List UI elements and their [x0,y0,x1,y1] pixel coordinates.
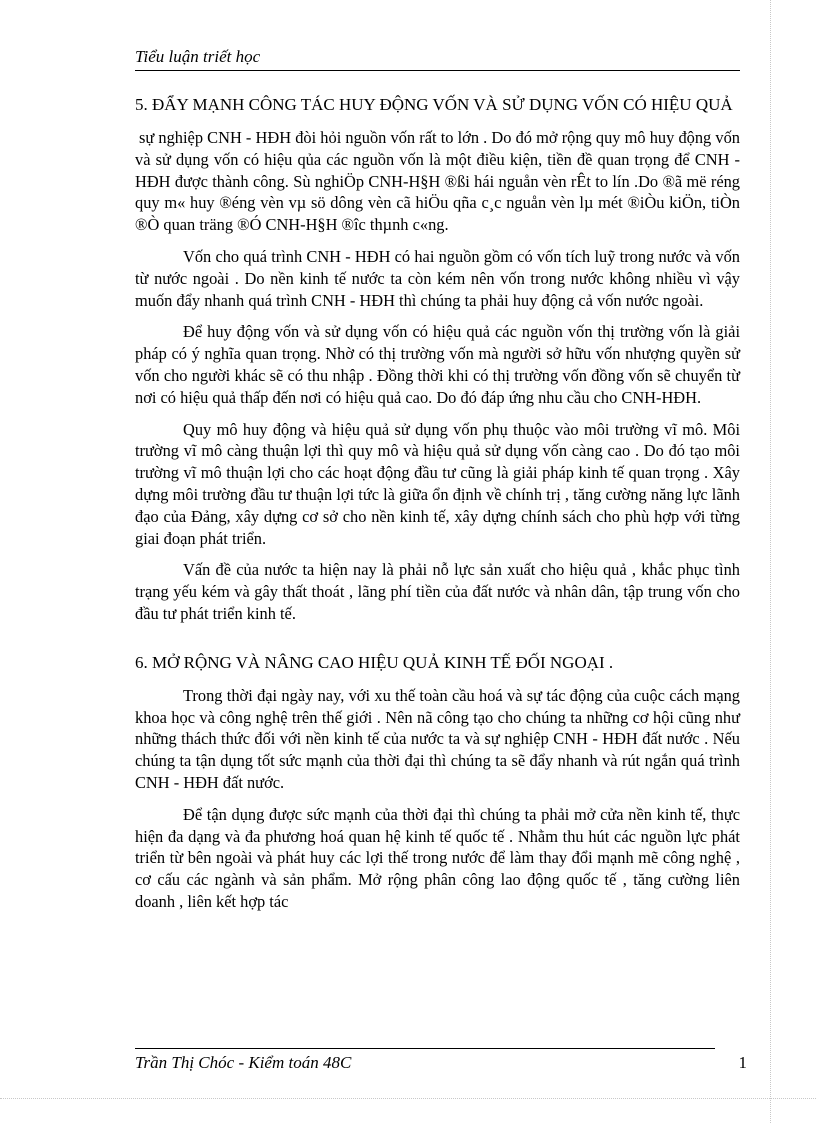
page-footer [135,1053,747,1073]
section-5-paragraph: Vốn cho quá trình CNH - HĐH có hai nguồn gồm có vốn tích luỹ trong nước và vốn từ nước ngoài . Do nền kinh tế nước ta còn kém nên vốn trong nước không nhiều vì vậy muốn đẩy nhanh quá trình CNH - HĐH thì chúng ta phải huy động cả vốn nước ngoài. [135,246,740,310]
page-number: 1 [738,1053,747,1072]
section-5-paragraph: sự nghiệp CNH - HĐH đòi hỏi nguồn vốn rất to lớn . Do đó mở rộng quy mô huy động vốn và sử dụng vốn có hiệu qủa các nguồn vốn là một điều kiện, tiền đề quan trọng để CNH - HĐH được thành công. Sù nghiÖp CNH-H§H ®ßi hái nguån vèn rÊt to lín .Do ®ã më réng quy m« huy ®éng vèn vµ sö dông vèn cã hiÖu qña c¸c nguån vèn lµ mét ®iÒu kiÖn, tiÒn ®Ò quan träng ®Ó CNH-H§H ®îc thµnh c«ng. [135,128,740,235]
section-5-paragraph: Để huy động vốn và sử dụng vốn có hiệu quả các nguồn vốn thị trường vốn là giải pháp có ý nghĩa quan trọng. Nhờ có thị trường vốn mà người sở hữu vốn nhượng quyền sử vốn cho người khác sẽ có thu nhập . Đồng thời khi có thị trường vốn đồng vốn sẽ chuyển từ nơi có hiệu quả thấp đến nơi có hiệu quả cao. Do đó đáp ứng nhu cầu cho CNH-HĐH. [135,322,740,407]
section-5-heading: 5. ĐẨY MẠNH CÔNG TÁC HUY ĐỘNG VỐN VÀ SỬ DỤNG VỐN CÓ HIỆU QUẢ [135,95,733,114]
page-margin-guide-bottom [0,1098,816,1099]
section-5-paragraph: Quy mô huy động và hiệu quả sử dụng vốn phụ thuộc vào môi trường vĩ mô. Môi trường vĩ mô càng thuận lợi thì quy mô và hiệu quả sử dụng vốn càng cao . Do đó tạo môi trường vĩ mô thuận lợi cho các hoạt động đầu tư cũng là giải pháp kinh tế quan trọng . Xây dựng môi trường đầu tư thuận lợi tức là giữa ổn định về chính trị , tăng cường năng lực lãnh đạo của Đảng, xây dựng cơ sở cho nền kinh tế, xây dựng chính sách cho phù hợp với từng giai đoạn phát triển. [135,419,740,548]
footer-author: Trần Thị Chóc - Kiểm toán 48C [135,1053,352,1072]
page-margin-guide-right [770,0,771,1123]
document-body [135,93,740,923]
section-6-paragraph: Trong thời đại ngày nay, với xu thế toàn cầu hoá và sự tác động của cuộc cách mạng khoa học và công nghệ trên thế giới . Nên nã công tạo cho chúng ta những cơ hội cũng như những thách thức đối với nền kinh tế của nước ta và sự nghiệp CNH - HĐH đất nước . Nếu chúng ta tận dụng tốt sức mạnh của thời đại thì chúng ta sẽ đẩy nhanh và rút ngắn quá trình CNH - HĐH đất nước. [135,685,740,792]
header-title: Tiểu luận triết học [135,47,261,66]
footer-divider [135,1048,715,1049]
section-6-heading: 6. MỞ RỘNG VÀ NÂNG CAO HIỆU QUẢ KINH TẾ ĐỐI NGOẠI . [135,652,614,672]
section-5-paragraph: Vấn đề của nước ta hiện nay là phải nỗ lực sản xuất cho hiệu quả , khắc phục tình trạng yếu kém và gây thất thoát , lãng phí tiền của đất nước và nhân dân, tập trung vốn cho đầu tư phát triển kinh tế. [135,560,740,623]
section-6-paragraph: Để tận dụng được sức mạnh của thời đại thì chúng ta phải mở cửa nền kinh tế, thực hiện đa dạng và đa phương hoá quan hệ kinh tế quốc tế . Nhằm thu hút các nguồn lực phát triển từ bên ngoài và phát huy các lợi thế trong nước để làm thay đổi mạnh mẽ công nghệ , cơ cấu các ngành và sản phẩm. Mở rộng phân công lao động quốc tế , tăng cường liên doanh , liên kết hợp tác [135,804,740,911]
page-header [135,47,740,71]
